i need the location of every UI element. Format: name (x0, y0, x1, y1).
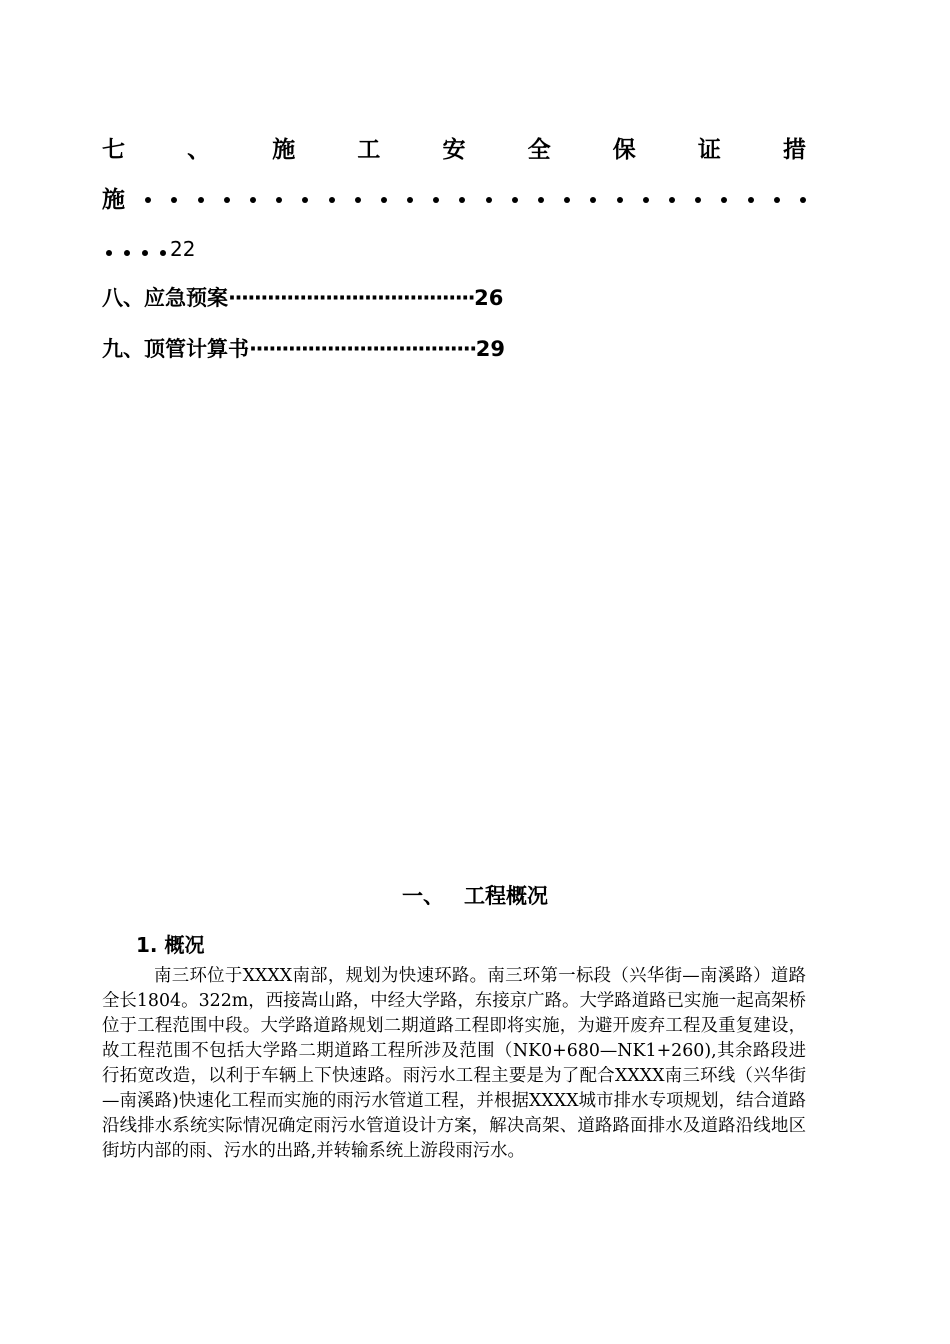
toc-item-7-char: 证 (697, 137, 721, 163)
toc-page-number: 29 (475, 337, 505, 361)
toc-leader-dot (590, 197, 596, 203)
section-title: 工程概况 (464, 884, 548, 908)
toc-leader-dot (800, 197, 806, 203)
toc-item-7-char: 保 (612, 137, 636, 163)
toc-item-7-char: 安 (442, 137, 466, 163)
toc-item-7-char: 、 (187, 137, 211, 163)
toc-item-7-line-2[interactable] (102, 184, 806, 216)
toc-leader-dot (124, 250, 130, 256)
toc-item-label: 八、应急预案 (102, 286, 228, 310)
toc-leader-dot (617, 197, 623, 203)
toc-leader-dot (302, 197, 308, 203)
toc-leader-dot (276, 197, 282, 203)
toc-item-7-char: 施 (272, 137, 296, 163)
section-heading (0, 880, 950, 912)
toc-item-7-char: 措 (783, 137, 806, 163)
toc-item-7-line-3[interactable] (106, 234, 195, 264)
toc-item-7-line-1[interactable] (102, 133, 806, 167)
toc-leader-dot (250, 197, 256, 203)
toc-leader-dot (160, 250, 166, 256)
toc-leader-dot (145, 197, 151, 203)
section-number: 一、 (402, 884, 444, 908)
toc-item-7-char: 工 (357, 137, 381, 163)
toc-dot-leader: ··································· (249, 337, 476, 361)
toc-dot-leader (106, 250, 166, 256)
subsection-heading: 1. 概况 (136, 933, 205, 957)
toc-item-9[interactable] (102, 334, 505, 364)
toc-leader-dot (433, 197, 439, 203)
toc-leader-dot (407, 197, 413, 203)
toc-leader-dot (106, 250, 112, 256)
toc-leader-dot (774, 197, 780, 203)
toc-dot-leader: ······································ (228, 286, 475, 310)
toc-leader-dot (198, 197, 204, 203)
toc-item-7-char: 七 (102, 137, 125, 163)
toc-item-7-char: 全 (527, 137, 551, 163)
toc-item-label: 九、顶管计算书 (102, 337, 249, 361)
toc-leader-dot (721, 197, 727, 203)
toc-leader-dot (512, 197, 518, 203)
toc-page-number: 22 (170, 237, 196, 261)
toc-item-8[interactable] (102, 283, 503, 313)
toc-leader-dot (748, 197, 754, 203)
toc-leader-dot (669, 197, 675, 203)
toc-leader-dot (643, 197, 649, 203)
body-paragraph: 南三环位于XXXX南部，规划为快速环路。南三环第一标段（兴华街—南溪路）道路全长1804。322m，西接嵩山路，中经大学路，东接京广路。大学路道路已实施一起高架桥位于工程范围中段。大学路道路规划二期道路工程即将实施，为避开废弃工程及重复建设，故工程范围不包括大学路二期道路工程所涉及范围（NK0+680—NK1+260),其余路段进行拓宽改造，以利于车辆上下快速路。雨污水工程主要是为了配合XXXX南三环线（兴华街—南溪路)快速化工程而实施的雨污水管道工程，并根据XXXX城市排水专项规划，结合道路沿线排水系统实际情况确定雨污水管道设计方案，解决高架、道路路面排水及道路沿线地区街坊内部的雨、污水的出路,并转输系统上游段雨污水。 (102, 966, 806, 1161)
toc-leader-dot (224, 197, 230, 203)
toc-item-7-char: 施 (102, 187, 125, 213)
toc-leader-dot (459, 197, 465, 203)
toc-leader-dot (486, 197, 492, 203)
toc-leader-dot (329, 197, 335, 203)
toc-leader-dot (695, 197, 701, 203)
toc-leader-dot (538, 197, 544, 203)
toc-leader-dot (142, 250, 148, 256)
toc-leader-dot (171, 197, 177, 203)
toc-leader-dot (355, 197, 361, 203)
toc-leader-dot (564, 197, 570, 203)
toc-page-number: 26 (474, 286, 504, 310)
toc-leader-dot (381, 197, 387, 203)
